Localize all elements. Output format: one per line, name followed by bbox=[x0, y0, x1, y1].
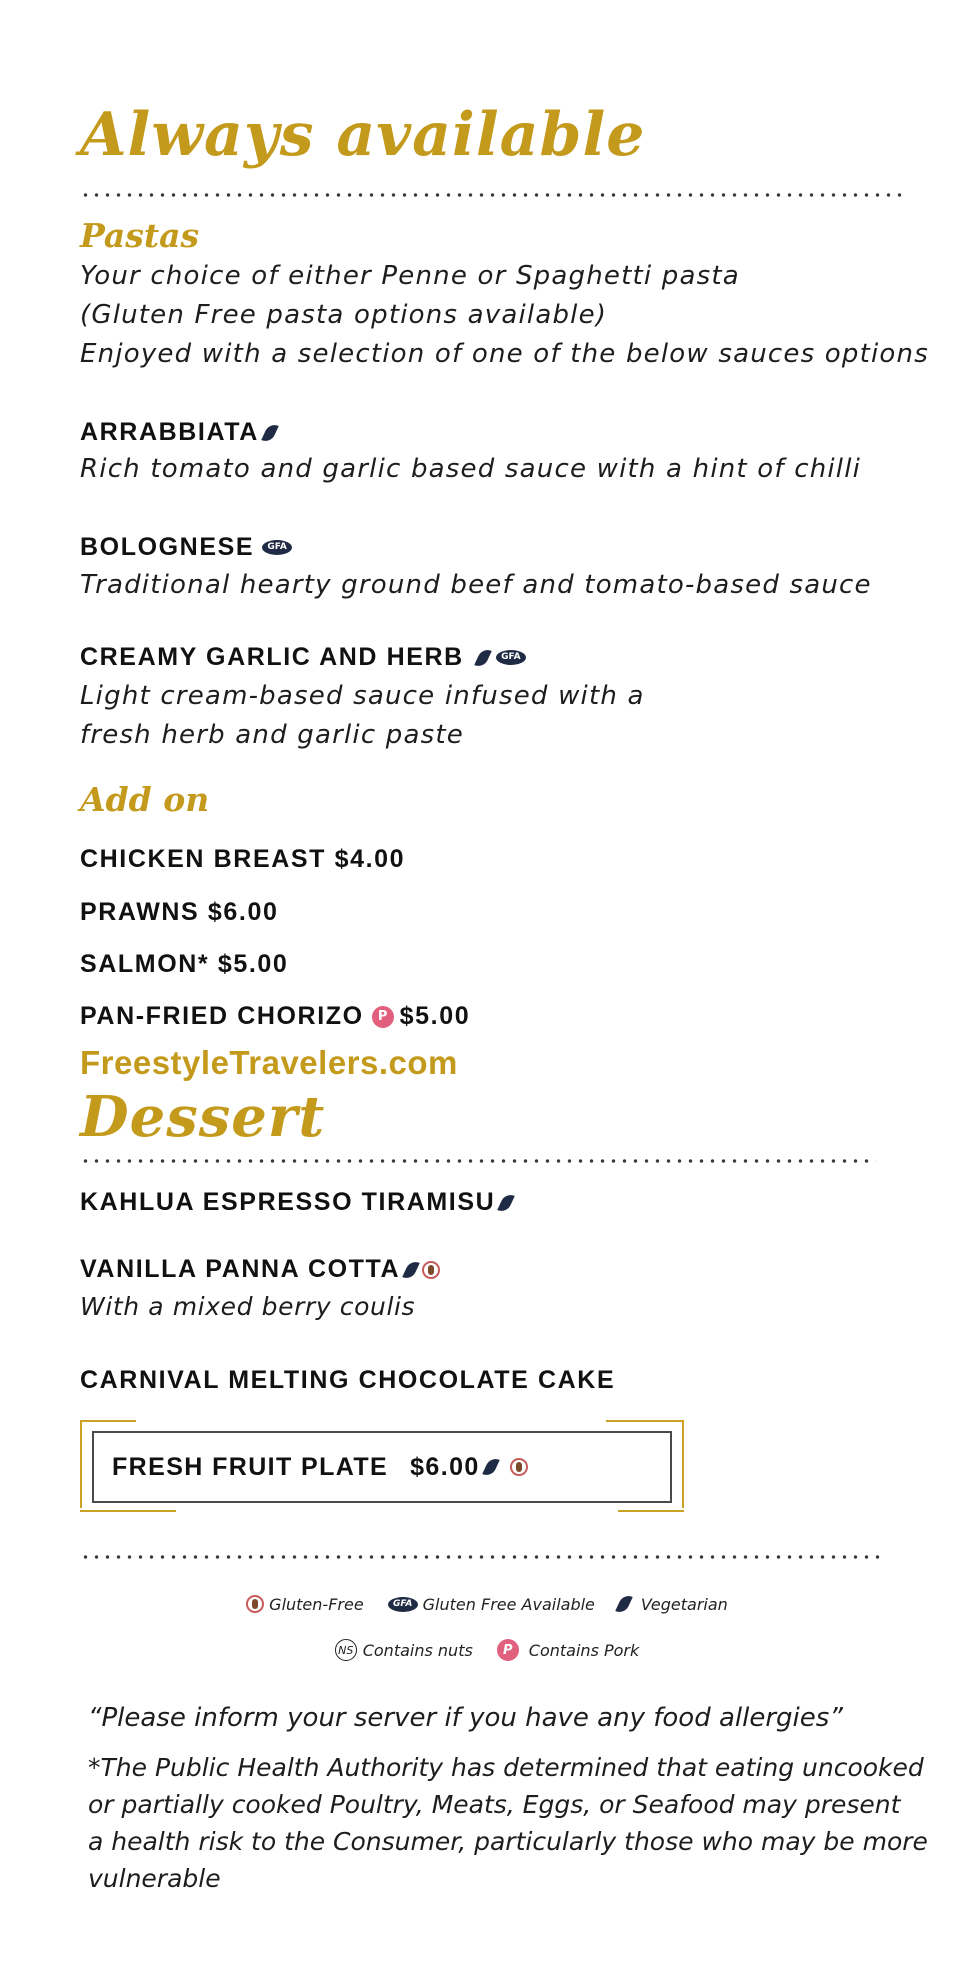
vegetarian-icon bbox=[261, 421, 279, 443]
gluten-free-icon bbox=[510, 1458, 528, 1476]
pastas-desc-line-3: Enjoyed with a selection of one of the below sauces options bbox=[80, 339, 929, 369]
dessert-item bbox=[80, 1188, 511, 1217]
watermark: FreestyleTravelers.com bbox=[80, 1044, 458, 1081]
dessert-item bbox=[80, 1366, 615, 1395]
legend-label: Contains nuts bbox=[362, 1640, 473, 1660]
sauce-arrabbiata bbox=[80, 418, 275, 447]
sauce-desc-line-1: Light cream-based sauce infused with a bbox=[80, 681, 645, 711]
dessert-name: VANILLA PANNA COTTA bbox=[80, 1255, 401, 1283]
pork-icon: P bbox=[497, 1639, 519, 1661]
addon-item bbox=[80, 950, 288, 979]
legend-label: Gluten-Free bbox=[269, 1594, 364, 1614]
addon-item bbox=[80, 1002, 470, 1031]
section-divider bbox=[80, 1555, 880, 1559]
addon-price: $4.00 bbox=[334, 845, 406, 873]
nuts-icon: NS bbox=[335, 1639, 357, 1661]
featured-item bbox=[92, 1431, 672, 1503]
addon-heading: Add on bbox=[80, 780, 210, 819]
allergy-note: “Please inform your server if you have any food allergies” bbox=[88, 1703, 843, 1733]
sauce-creamy-garlic-herb bbox=[80, 643, 526, 672]
legend-label: Contains Pork bbox=[528, 1640, 640, 1660]
addon-price: $5.00 bbox=[217, 950, 289, 978]
gluten-free-available-icon: GFA bbox=[388, 1597, 418, 1612]
section-divider bbox=[80, 193, 902, 197]
pastas-desc-line-1: Your choice of either Penne or Spaghetti pasta bbox=[80, 261, 740, 291]
sauce-bolognese bbox=[80, 533, 292, 562]
legend-row-2 bbox=[0, 1639, 974, 1661]
legend-gluten-free-available bbox=[388, 1595, 595, 1614]
section-divider bbox=[80, 1159, 876, 1163]
dessert-title: Dessert bbox=[80, 1084, 326, 1150]
featured-name: FRESH FRUIT PLATE bbox=[112, 1452, 389, 1481]
sauce-name: BOLOGNESE bbox=[80, 533, 255, 561]
addon-name: SALMON* bbox=[80, 950, 210, 978]
addon-item bbox=[80, 898, 278, 927]
addon-name: PAN-FRIED CHORIZO bbox=[80, 1002, 364, 1030]
health-note-line-3: a health risk to the Consumer, particularly those who may be more bbox=[88, 1827, 928, 1856]
addon-name: PRAWNS bbox=[80, 898, 200, 926]
vegetarian-icon bbox=[402, 1258, 420, 1280]
dessert-name: CARNIVAL MELTING CHOCOLATE CAKE bbox=[80, 1366, 616, 1394]
legend-row-1 bbox=[0, 1594, 974, 1614]
health-note-line-2: or partially cooked Poultry, Meats, Eggs, or Seafood may present bbox=[88, 1790, 901, 1819]
vegetarian-icon bbox=[498, 1191, 516, 1213]
dessert-name: KAHLUA ESPRESSO TIRAMISU bbox=[80, 1188, 496, 1216]
legend-label: Gluten Free Available bbox=[422, 1594, 595, 1614]
sauce-desc-line-2: fresh herb and garlic paste bbox=[80, 720, 464, 750]
vegetarian-icon bbox=[482, 1456, 500, 1478]
addon-price: $5.00 bbox=[399, 1002, 471, 1030]
gluten-free-available-icon: GFA bbox=[496, 650, 526, 665]
frame-corner bbox=[618, 1510, 684, 1512]
dessert-desc: With a mixed berry coulis bbox=[80, 1292, 416, 1321]
featured-price: $6.00 bbox=[410, 1452, 480, 1481]
legend-gluten-free bbox=[246, 1595, 363, 1614]
frame-corner bbox=[80, 1510, 176, 1512]
addon-name: CHICKEN BREAST bbox=[80, 845, 327, 873]
sauce-name: CREAMY GARLIC AND HERB bbox=[80, 643, 464, 671]
pork-icon: P bbox=[372, 1006, 394, 1028]
legend-label: Vegetarian bbox=[640, 1594, 728, 1614]
pastas-desc-line-2: (Gluten Free pasta options available) bbox=[80, 300, 608, 330]
health-note-line-4: vulnerable bbox=[88, 1864, 221, 1893]
sauce-desc: Rich tomato and garlic based sauce with a hint of chilli bbox=[80, 454, 862, 484]
addon-item bbox=[80, 845, 405, 874]
legend-vegetarian bbox=[619, 1594, 728, 1614]
pastas-heading: Pastas bbox=[80, 216, 200, 255]
gluten-free-available-icon: GFA bbox=[262, 540, 292, 555]
addon-price: $6.00 bbox=[207, 898, 279, 926]
vegetarian-icon bbox=[474, 646, 492, 668]
legend-contains-pork bbox=[497, 1639, 639, 1661]
vegetarian-icon bbox=[615, 1593, 633, 1615]
sauce-desc: Traditional hearty ground beef and tomato-based sauce bbox=[80, 570, 872, 600]
sauce-name: ARRABBIATA bbox=[80, 418, 259, 446]
gluten-free-icon bbox=[422, 1261, 440, 1279]
health-note-line-1: *The Public Health Authority has determined that eating uncooked bbox=[88, 1753, 924, 1782]
dessert-item bbox=[80, 1255, 440, 1284]
gluten-free-icon bbox=[246, 1595, 264, 1613]
legend-contains-nuts bbox=[335, 1639, 473, 1661]
always-available-title: Always available bbox=[80, 100, 646, 170]
